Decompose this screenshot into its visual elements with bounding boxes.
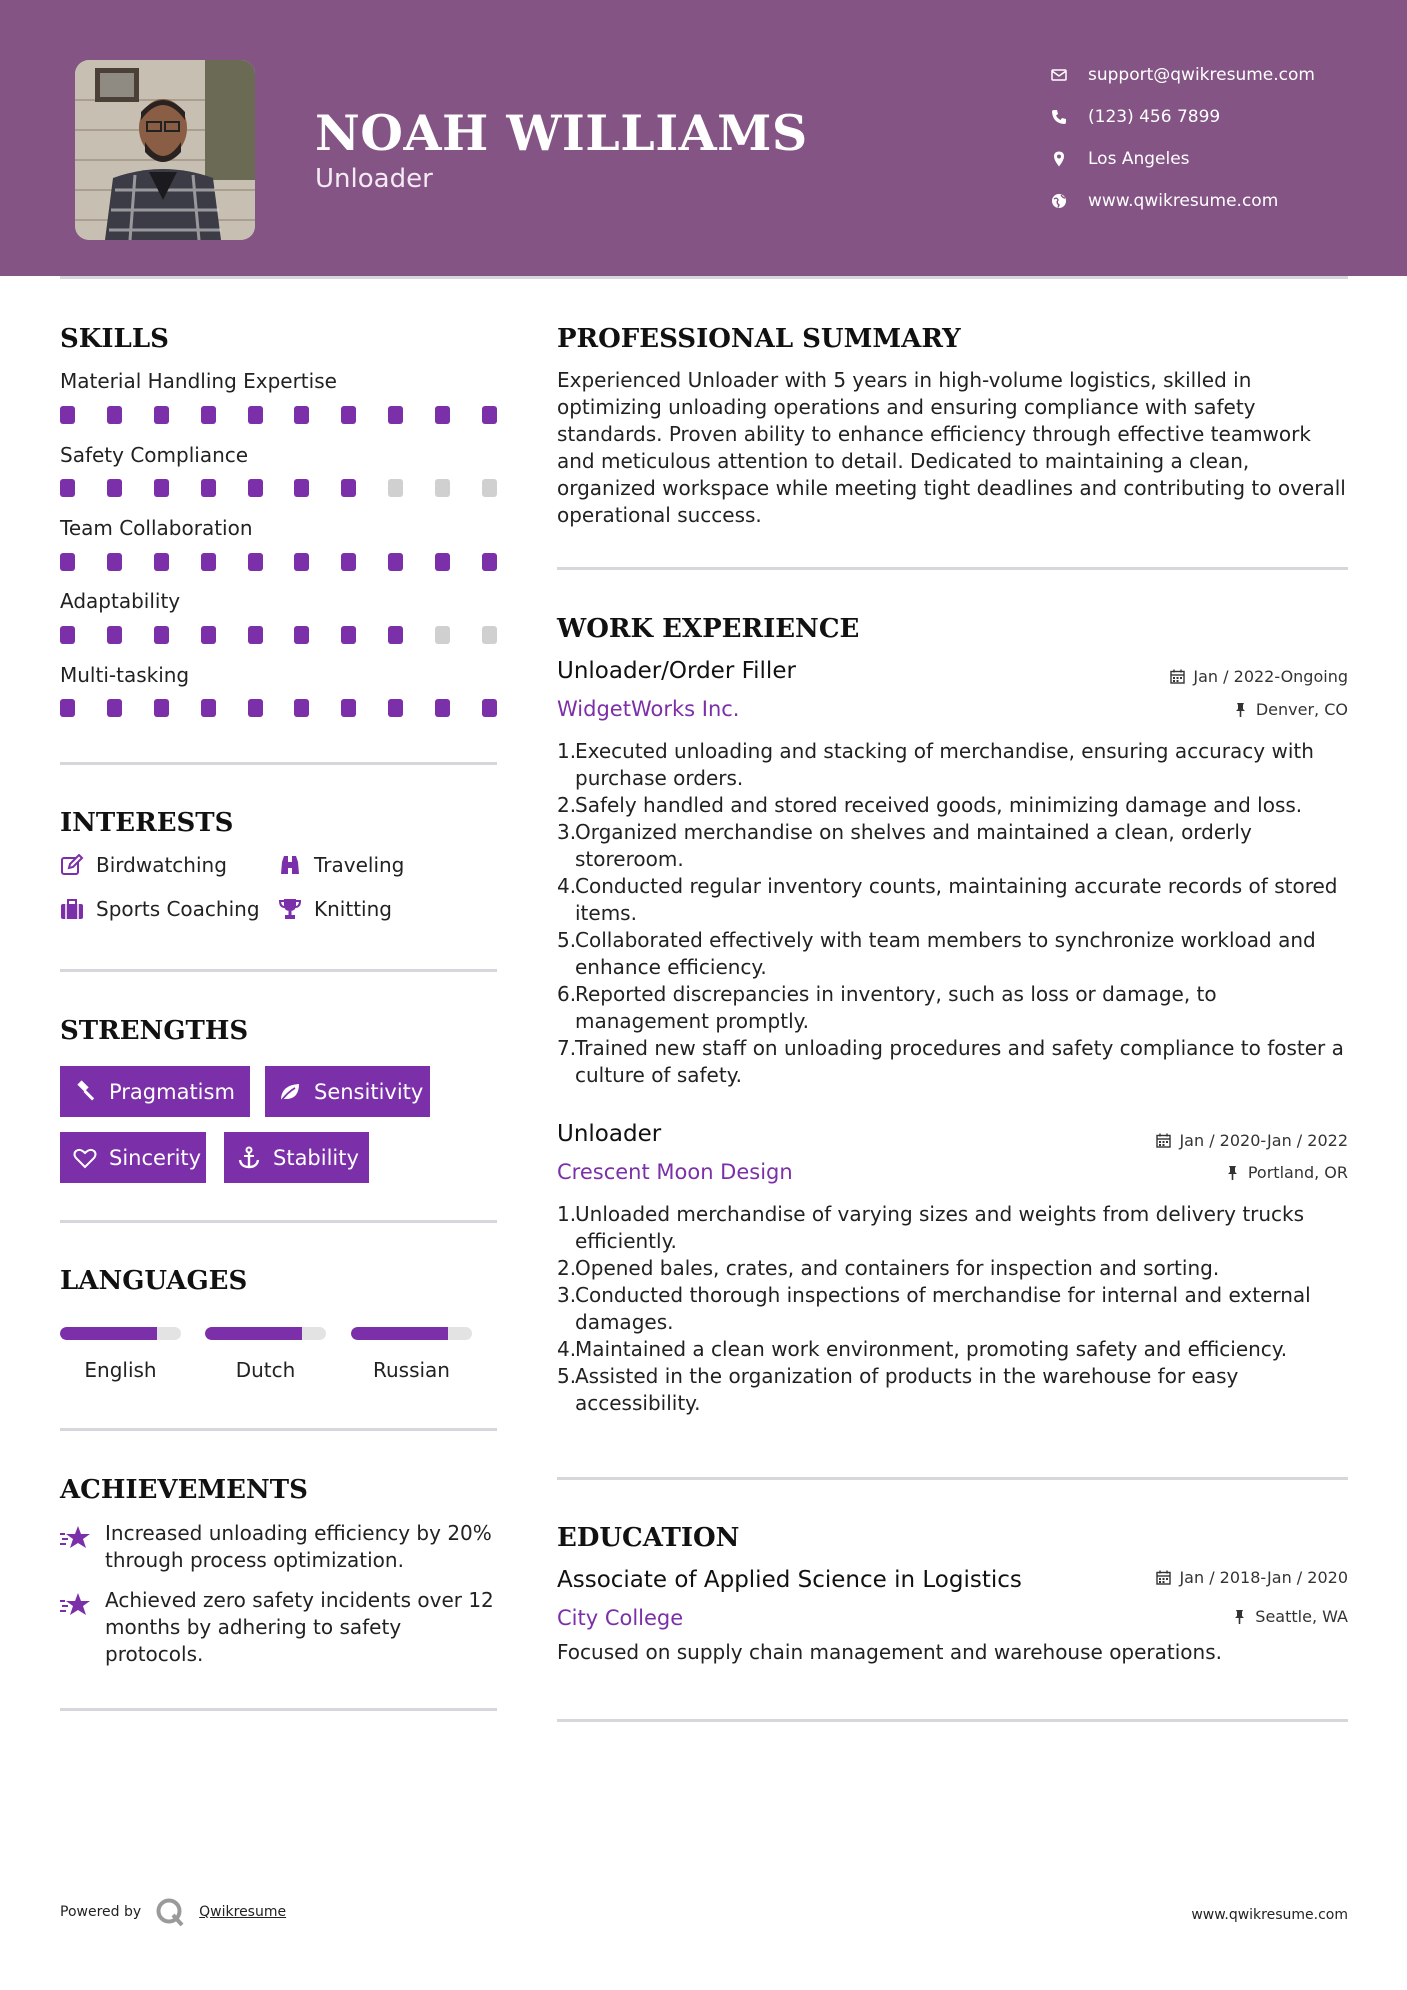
- contact-email-text: support@qwikresume.com: [1088, 65, 1315, 85]
- job-duty-text: Safely handled and stored received goods, minimizing damage and loss.: [575, 793, 1303, 817]
- anchor-icon: [237, 1146, 261, 1170]
- experience-divider: [557, 1477, 1348, 1480]
- skill-dot: [248, 699, 263, 717]
- job-duty-number: 6.: [557, 982, 577, 1006]
- skill-dot: [248, 479, 263, 497]
- skill-dot: [201, 699, 216, 717]
- interest-label: Sports Coaching: [96, 897, 260, 921]
- job-duty-text: Maintained a clean work environment, promoting safety and efficiency.: [575, 1337, 1288, 1361]
- skill-dot: [482, 699, 497, 717]
- interests-divider: [60, 969, 497, 972]
- strength-badge: [265, 1066, 430, 1117]
- skill-dot: [60, 553, 75, 571]
- skill-dot: [201, 626, 216, 644]
- footer-url[interactable]: www.qwikresume.com: [1191, 1907, 1348, 1923]
- job-duty-text: Conducted thorough inspections of merchandise for internal and external damages.: [575, 1283, 1311, 1334]
- skill-dot: [388, 406, 403, 424]
- skill-dot: [435, 479, 450, 497]
- skill-dot: [201, 553, 216, 571]
- job-duty-number: 5.: [557, 1364, 577, 1388]
- location-icon: [1050, 150, 1068, 168]
- language-name: English: [84, 1358, 157, 1382]
- skill-dot: [154, 553, 169, 571]
- strength-label: Stability: [273, 1145, 359, 1170]
- job-duty-item: [557, 792, 1352, 819]
- skill-dot: [201, 479, 216, 497]
- pin-icon: [1232, 1609, 1247, 1624]
- skill-dot: [60, 406, 75, 424]
- job-duty-number: 5.: [557, 928, 577, 952]
- qwikresume-logo-icon: [155, 1897, 185, 1927]
- achievements-divider: [60, 1708, 497, 1711]
- language-level-bar: [205, 1327, 326, 1340]
- phone-icon: [1050, 108, 1068, 126]
- skill-name: Team Collaboration: [60, 516, 253, 540]
- job-duty-number: 1.: [557, 1202, 577, 1226]
- skill-dot: [341, 699, 356, 717]
- job-duty-text: Conducted regular inventory counts, maintaining accurate records of stored items.: [575, 874, 1338, 925]
- skill-dot: [341, 626, 356, 644]
- skill-dot: [435, 626, 450, 644]
- achievements-heading: ACHIEVEMENTS: [60, 1475, 308, 1505]
- skill-dot: [201, 406, 216, 424]
- job-duty-number: 2.: [557, 1256, 577, 1280]
- job-duty-item: [557, 1255, 1352, 1282]
- job-duty-item: [557, 873, 1352, 927]
- skill-level-dots: [60, 479, 497, 497]
- heart-icon: [73, 1146, 97, 1170]
- languages-divider: [60, 1428, 497, 1431]
- interest-label: Traveling: [314, 853, 405, 877]
- summary-divider: [557, 567, 1348, 570]
- contact-phone-text: (123) 456 7899: [1088, 107, 1221, 127]
- job-duty-item: [557, 1201, 1352, 1255]
- skill-dot: [388, 699, 403, 717]
- skill-name: Safety Compliance: [60, 443, 249, 467]
- contact-phone[interactable]: [1050, 96, 1315, 138]
- skill-dot: [482, 479, 497, 497]
- company-name: Crescent Moon Design: [557, 1160, 793, 1184]
- job-duty-text: Executed unloading and stacking of merchandise, ensuring accuracy with purchase orders.: [575, 739, 1314, 790]
- job-duty-item: [557, 819, 1352, 873]
- skill-dot: [107, 406, 122, 424]
- contact-email[interactable]: [1050, 54, 1315, 96]
- job-title: Unloader: [557, 1121, 662, 1147]
- job-duty-text: Unloaded merchandise of varying sizes and weights from delivery trucks efficiently.: [575, 1202, 1305, 1253]
- star-award-icon: [60, 1591, 92, 1619]
- skill-name: Adaptability: [60, 589, 181, 613]
- header-banner: [0, 0, 1407, 276]
- skill-dot: [294, 626, 309, 644]
- languages-heading: LANGUAGES: [60, 1266, 248, 1296]
- skill-dot: [482, 553, 497, 571]
- strength-badge: [224, 1132, 369, 1183]
- calendar-icon: [1156, 1133, 1171, 1148]
- trophy-icon: [278, 898, 302, 920]
- pin-icon: [1225, 1165, 1240, 1180]
- job-duty-item: [557, 1035, 1352, 1089]
- skill-dot: [154, 699, 169, 717]
- skill-dot: [341, 553, 356, 571]
- strengths-heading: STRENGTHS: [60, 1016, 249, 1046]
- pin-icon: [1233, 702, 1248, 717]
- achievement-item: [60, 1520, 500, 1574]
- job-duty-text: Reported discrepancies in inventory, such as loss or damage, to management promptly.: [575, 982, 1217, 1033]
- job-duty-item: [557, 927, 1352, 981]
- language-name: Dutch: [235, 1358, 296, 1382]
- language-level-fill: [205, 1327, 302, 1340]
- leaf-icon: [278, 1080, 302, 1104]
- language-name: Russian: [372, 1358, 450, 1382]
- achievement-text: Increased unloading efficiency by 20% through process optimization.: [105, 1521, 492, 1572]
- job-date-text: Jan / 2020-Jan / 2022: [1179, 1131, 1348, 1150]
- star-award-icon: [60, 1524, 92, 1552]
- job-location-text: Denver, CO: [1255, 700, 1348, 719]
- edit-icon: [60, 854, 84, 876]
- contact-list: [1050, 54, 1315, 222]
- skill-dot: [107, 699, 122, 717]
- strength-label: Pragmatism: [109, 1079, 235, 1104]
- job-duties-list: [557, 1201, 1352, 1417]
- summary-text: Experienced Unloader with 5 years in high-volume logistics, skilled in optimizing unloading operations and ensuring compliance with safety standards. Proven ability to enhance efficiency through effective teamwork and meticulous attention to detail. Dedicated to maintaining a clean, organized workspace while meeting tight deadlines and contributing to overall operational success.: [557, 368, 1346, 527]
- job-date: [1170, 667, 1348, 686]
- skill-dot: [435, 699, 450, 717]
- skill-dot: [341, 406, 356, 424]
- skill-dot: [248, 626, 263, 644]
- education-description: Focused on supply chain management and warehouse operations.: [557, 1640, 1222, 1664]
- job-duty-number: 2.: [557, 793, 577, 817]
- job-duty-item: [557, 1336, 1352, 1363]
- education-date-text: Jan / 2018-Jan / 2020: [1179, 1568, 1348, 1587]
- interest-label: Birdwatching: [96, 853, 227, 877]
- school-name: City College: [557, 1606, 684, 1630]
- skill-name: Multi-tasking: [60, 663, 190, 687]
- interest-item: [278, 853, 404, 877]
- language-level-fill: [60, 1327, 157, 1340]
- envelope-icon: [1050, 66, 1068, 84]
- skill-level-dots: [60, 406, 497, 424]
- job-duty-text: Trained new staff on unloading procedures and safety compliance to foster a culture of safety.: [575, 1036, 1344, 1087]
- strengths-divider: [60, 1220, 497, 1223]
- skill-dot: [482, 406, 497, 424]
- skill-dot: [60, 479, 75, 497]
- achievement-item: [60, 1587, 500, 1668]
- education-divider: [557, 1719, 1348, 1722]
- job-duty-number: 4.: [557, 1337, 577, 1361]
- strength-badge: [60, 1132, 206, 1183]
- candidate-name: NOAH WILLIAMS: [315, 104, 808, 162]
- skill-dot: [248, 553, 263, 571]
- footer-powered-by: [60, 1897, 286, 1927]
- achievement-text: Achieved zero safety incidents over 12 months by adhering to safety protocols.: [105, 1588, 494, 1666]
- interest-item: [60, 897, 260, 921]
- strength-label: Sensitivity: [314, 1079, 424, 1104]
- skill-level-dots: [60, 553, 497, 571]
- education-location-text: Seattle, WA: [1255, 1607, 1348, 1626]
- job-duty-item: [557, 1363, 1352, 1417]
- interests-heading: INTERESTS: [60, 808, 234, 838]
- candidate-role: Unloader: [315, 164, 433, 194]
- skill-dot: [341, 479, 356, 497]
- skill-dot: [388, 626, 403, 644]
- job-duty-number: 4.: [557, 874, 577, 898]
- job-duty-item: [557, 1282, 1352, 1336]
- calendar-icon: [1170, 669, 1185, 684]
- job-duty-item: [557, 981, 1352, 1035]
- skill-dot: [482, 626, 497, 644]
- job-duty-number: 3.: [557, 1283, 577, 1307]
- experience-heading: WORK EXPERIENCE: [557, 614, 860, 644]
- binoculars-icon: [278, 854, 302, 876]
- contact-website[interactable]: [1050, 180, 1315, 222]
- job-date: [1156, 1131, 1348, 1150]
- language-level-fill: [351, 1327, 448, 1340]
- degree-title: Associate of Applied Science in Logistics: [557, 1567, 1022, 1593]
- gavel-icon: [73, 1080, 97, 1104]
- skill-dot: [294, 479, 309, 497]
- profile-photo: [75, 60, 255, 240]
- skills-divider: [60, 762, 497, 765]
- skill-dot: [294, 553, 309, 571]
- job-duty-text: Opened bales, crates, and containers for inspection and sorting.: [575, 1256, 1220, 1280]
- job-duties-list: [557, 738, 1352, 1089]
- skill-dot: [294, 406, 309, 424]
- skill-dot: [154, 479, 169, 497]
- company-name: WidgetWorks Inc.: [557, 697, 740, 721]
- briefcase-icon: [60, 898, 84, 920]
- job-title: Unloader/Order Filler: [557, 658, 796, 684]
- education-location: [1232, 1607, 1348, 1626]
- language-level-bar: [60, 1327, 181, 1340]
- contact-location-text: Los Angeles: [1088, 149, 1190, 169]
- skill-dot: [435, 553, 450, 571]
- skill-dot: [388, 553, 403, 571]
- skill-dot: [154, 406, 169, 424]
- skill-dot: [107, 479, 122, 497]
- interest-label: Knitting: [314, 897, 392, 921]
- interest-item: [60, 853, 227, 877]
- skill-dot: [435, 406, 450, 424]
- job-duty-text: Collaborated effectively with team members to synchronize workload and enhance efficiency.: [575, 928, 1316, 979]
- header-divider: [60, 276, 1348, 279]
- skill-level-dots: [60, 699, 497, 717]
- language-level-bar: [351, 1327, 472, 1340]
- skill-dot: [154, 626, 169, 644]
- job-location-text: Portland, OR: [1247, 1163, 1348, 1182]
- skill-level-dots: [60, 626, 497, 644]
- job-duty-text: Assisted in the organization of products in the warehouse for easy accessibility.: [575, 1364, 1239, 1415]
- skills-heading: SKILLS: [60, 324, 169, 354]
- job-duty-number: 1.: [557, 739, 577, 763]
- job-date-text: Jan / 2022-Ongoing: [1193, 667, 1348, 686]
- strength-label: Sincerity: [109, 1145, 202, 1170]
- job-location: [1233, 700, 1348, 719]
- summary-heading: PROFESSIONAL SUMMARY: [557, 324, 961, 354]
- skill-dot: [60, 699, 75, 717]
- contact-location: [1050, 138, 1315, 180]
- job-duty-item: [557, 738, 1352, 792]
- brand-link[interactable]: Qwikresume: [199, 1904, 287, 1920]
- job-location: [1225, 1163, 1348, 1182]
- education-date: [1156, 1568, 1348, 1587]
- globe-icon: [1050, 192, 1068, 210]
- skill-dot: [107, 626, 122, 644]
- skill-dot: [388, 479, 403, 497]
- contact-website-text: www.qwikresume.com: [1088, 191, 1279, 211]
- calendar-icon: [1156, 1570, 1171, 1585]
- powered-by-text: Powered by: [60, 1904, 142, 1920]
- job-duty-number: 7.: [557, 1036, 577, 1060]
- interest-item: [278, 897, 392, 921]
- job-duty-text: Organized merchandise on shelves and maintained a clean, orderly storeroom.: [575, 820, 1252, 871]
- skill-dot: [248, 406, 263, 424]
- skill-dot: [107, 553, 122, 571]
- strength-badge: [60, 1066, 250, 1117]
- job-duty-number: 3.: [557, 820, 577, 844]
- skill-dot: [60, 626, 75, 644]
- education-heading: EDUCATION: [557, 1523, 740, 1553]
- skill-dot: [294, 699, 309, 717]
- skill-name: Material Handling Expertise: [60, 369, 337, 393]
